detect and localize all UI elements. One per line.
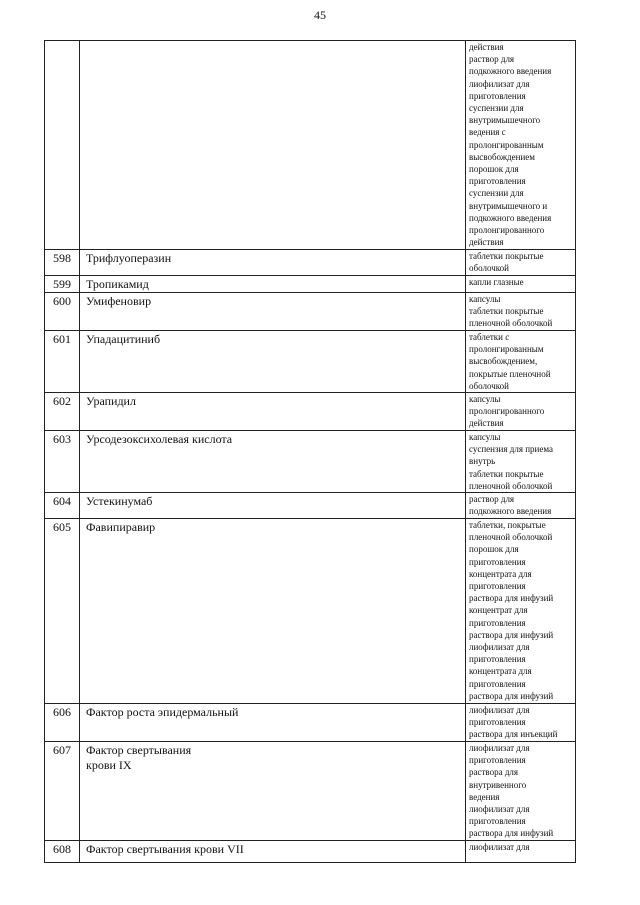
drug-name: Трифлуоперазин — [86, 251, 172, 265]
dosage-forms: лиофилизат для — [469, 842, 530, 853]
dosage-forms: таблетки, покрытые пленочной оболочкой порошок для приготовления концентрата для приготовления раствора для инфузий концентрат для приготовления раствора для инфузий лиофилизат для приготовления концентрата для приготовления раствора для инфузий — [469, 520, 554, 701]
dosage-forms: капсулы таблетки покрытые пленочной оболочкой — [469, 294, 553, 329]
dosage-forms: таблетки покрытые оболочкой — [469, 251, 544, 274]
table-row — [45, 41, 576, 250]
table-row — [45, 704, 576, 742]
row-number: 599 — [45, 276, 80, 293]
row-number: 601 — [45, 331, 80, 393]
dosage-forms: капсулы пролонгированного действия — [469, 394, 545, 429]
row-number: 606 — [45, 704, 80, 742]
dosage-forms: капсулы суспензия для приема внутрь таблетки покрытые пленочной оболочкой — [469, 432, 553, 491]
drug-name: Тропикамид — [86, 277, 149, 291]
row-number: 598 — [45, 250, 80, 276]
drug-name: Урсодезоксихолевая кислота — [86, 432, 233, 447]
table-row — [45, 742, 576, 841]
table-row — [45, 431, 576, 493]
page-number: 45 — [314, 8, 326, 22]
table-row — [45, 493, 576, 519]
dosage-forms: действия раствор для подкожного введения лиофилизат для приготовления суспензии для внутримышечного ведения с пролонгированным высвобождением порошок для приготовления суспензии для внутримышечного и подкожного введения пролонгированного действия — [469, 42, 552, 248]
drug-table — [44, 40, 576, 863]
drug-name: Фактор свертывания крови VII — [86, 842, 244, 857]
table-row — [45, 519, 576, 704]
row-number: 608 — [45, 841, 80, 863]
table-row — [45, 293, 576, 331]
dosage-forms: лиофилизат для приготовления раствора для внутривенного ведения лиофилизат для приготовления раствора для инфузий — [469, 743, 554, 839]
table-row — [45, 250, 576, 276]
table-row — [45, 331, 576, 393]
row-number — [45, 41, 80, 250]
drug-name: Устекинумаб — [86, 494, 153, 509]
row-number: 605 — [45, 519, 80, 704]
drug-name: Фактор роста эпидермальный — [86, 705, 239, 720]
drug-name: Урапидил — [86, 394, 136, 409]
row-number: 604 — [45, 493, 80, 519]
dosage-forms: лиофилизат для приготовления раствора для инъекций — [469, 705, 558, 740]
dosage-forms: раствор для подкожного введения — [469, 494, 552, 517]
drug-name: Умифеновир — [86, 294, 152, 308]
table-row — [45, 841, 576, 863]
dosage-forms: капли глазные — [469, 277, 524, 287]
dosage-forms: таблетки с пролонгированным высвобождением, покрытые пленочной оболочкой — [469, 332, 551, 391]
drug-name: Упадацитиниб — [86, 332, 161, 346]
table-row — [45, 393, 576, 431]
drug-name: Фактор свертывания крови IX — [86, 743, 192, 773]
drug-name: Фавипиравир — [86, 520, 156, 535]
row-number: 600 — [45, 293, 80, 331]
row-number: 603 — [45, 431, 80, 493]
table-row — [45, 276, 576, 293]
row-number: 602 — [45, 393, 80, 431]
row-number: 607 — [45, 742, 80, 841]
